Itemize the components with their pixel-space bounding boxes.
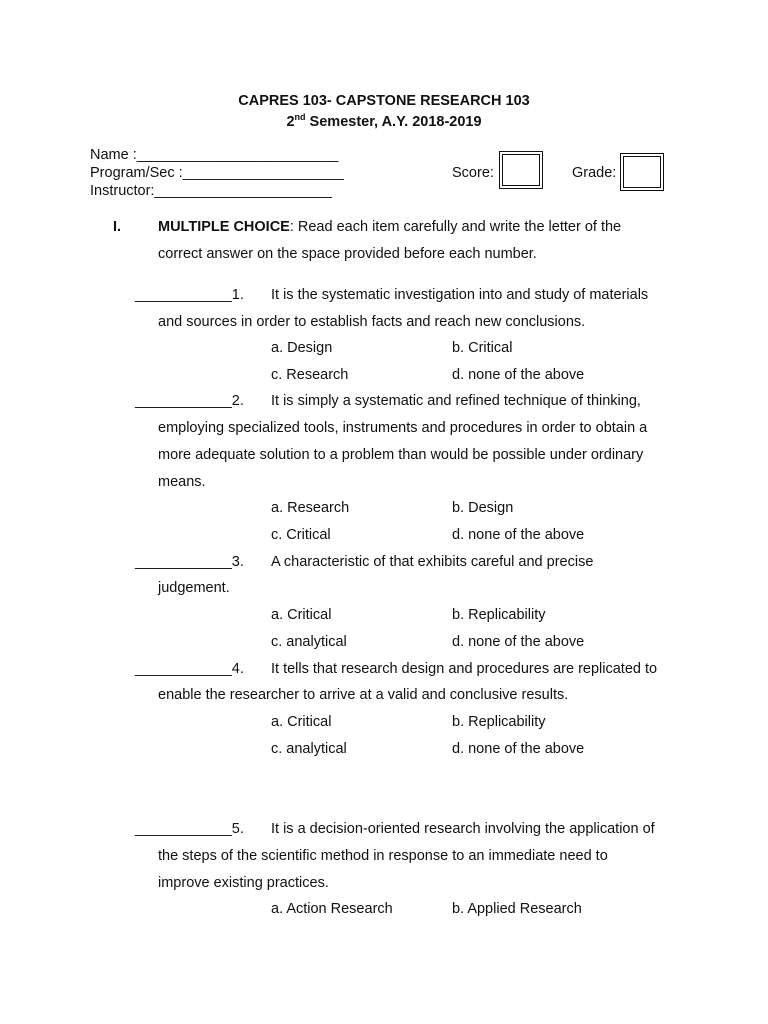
document-title: CAPRES 103- CAPSTONE RESEARCH 103: [238, 93, 530, 109]
name-field[interactable]: Name :_________________________: [90, 147, 339, 163]
semester-ordinal: nd: [294, 112, 306, 122]
choice-3d: d. none of the above: [452, 634, 585, 650]
section-heading: MULTIPLE CHOICE: [158, 219, 290, 235]
question-4-text: enable the researcher to arrive at a valid and conclusive results.: [158, 687, 569, 703]
choice-4b: b. Replicability: [452, 714, 546, 730]
question-5-text: the steps of the scientific method in response to an immediate need to: [158, 848, 608, 864]
question-2-text: means.: [158, 474, 206, 490]
choice-3a: a. Critical: [271, 607, 332, 623]
choice-2c: c. Critical: [271, 527, 331, 543]
question-5-text: It is a decision-oriented research involving the application of: [271, 821, 655, 837]
grade-box[interactable]: [620, 153, 664, 191]
question-2-text: It is simply a systematic and refined technique of thinking,: [271, 393, 641, 409]
question-2-text: more adequate solution to a problem than would be possible under ordinary: [158, 447, 644, 463]
question-5-text: improve existing practices.: [158, 875, 329, 891]
answer-blank-2[interactable]: ____________2.: [135, 393, 244, 409]
choice-1d: d. none of the above: [452, 367, 585, 383]
choice-2b: b. Design: [452, 500, 514, 516]
choice-1c: c. Research: [271, 367, 349, 383]
grade-label: Grade:: [572, 165, 617, 181]
choice-2d: d. none of the above: [452, 527, 585, 543]
answer-blank-5[interactable]: ____________5.: [135, 821, 244, 837]
answer-blank-4[interactable]: ____________4.: [135, 661, 244, 677]
question-2-text: employing specialized tools, instruments and procedures in order to obtain a: [158, 420, 648, 436]
section-instruction: [158, 219, 621, 235]
semester-number: 2: [286, 114, 295, 130]
answer-blank-1[interactable]: ____________1.: [135, 287, 244, 303]
section-number: I.: [113, 219, 122, 235]
question-1-text: and sources in order to establish facts and reach new conclusions.: [158, 314, 586, 330]
answer-blank-3[interactable]: ____________3.: [135, 554, 244, 570]
program-sec-field[interactable]: Program/Sec :____________________: [90, 165, 344, 181]
instruction-line-1: : Read each item carefully and write the letter of the: [289, 219, 622, 235]
choice-5b: b. Applied Research: [452, 901, 582, 917]
question-4-text: It tells that research design and procedures are replicated to: [271, 661, 658, 677]
question-3-text: A characteristic of that exhibits careful and precise: [271, 554, 594, 570]
instruction-line-2: correct answer on the space provided before each number.: [158, 246, 537, 262]
choice-3b: b. Replicability: [452, 607, 546, 623]
choice-4d: d. none of the above: [452, 741, 585, 757]
choice-1a: a. Design: [271, 340, 333, 356]
score-box[interactable]: [499, 151, 543, 189]
semester-text: Semester, A.Y. 2018-2019: [305, 114, 482, 130]
choice-4a: a. Critical: [271, 714, 332, 730]
score-label: Score:: [452, 165, 494, 181]
choice-3c: c. analytical: [271, 634, 347, 650]
question-3-text: judgement.: [158, 580, 230, 596]
choice-2a: a. Research: [271, 500, 350, 516]
choice-5a: a. Action Research: [271, 901, 393, 917]
instructor-field[interactable]: Instructor:______________________: [90, 183, 332, 199]
choice-4c: c. analytical: [271, 741, 347, 757]
choice-1b: b. Critical: [452, 340, 513, 356]
semester-line: [0, 112, 768, 130]
question-1-text: It is the systematic investigation into and study of materials: [271, 287, 649, 303]
